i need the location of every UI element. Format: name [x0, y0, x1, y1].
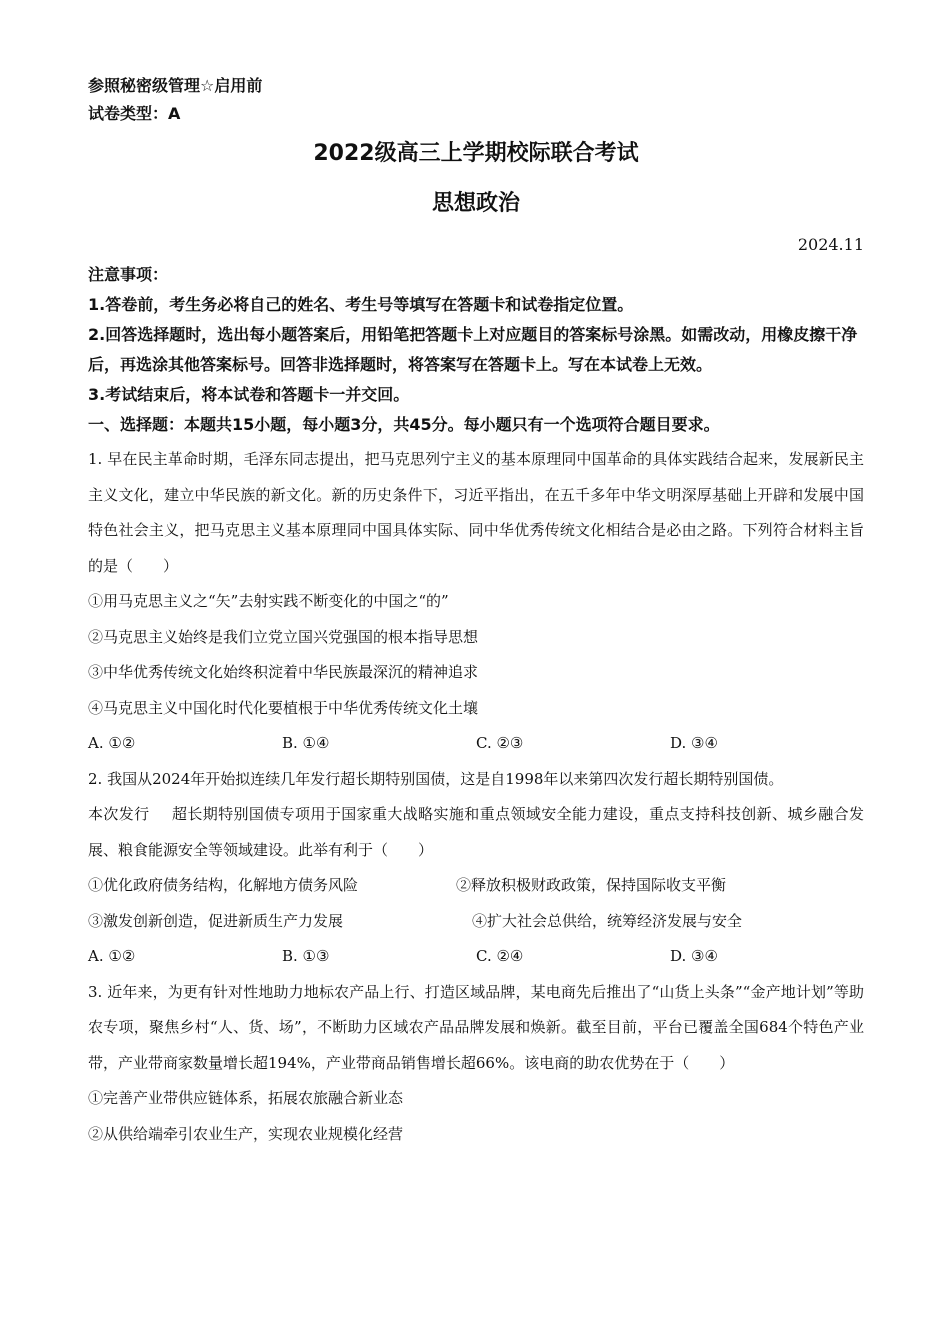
paper-type-label: 试卷类型：A — [88, 104, 181, 123]
option-a[interactable]: A. ①② — [88, 947, 136, 965]
exam-title: 2022级高三上学期校际联合考试 — [313, 141, 639, 166]
option-a[interactable]: A. ①② — [88, 734, 136, 752]
question-1-statement: ②马克思主义始终是我们立党立国兴党强国的根本指导思想 — [88, 627, 479, 646]
notice-heading: 注意事项： — [88, 265, 169, 284]
notice-item: 3.考试结束后，将本试卷和答题卡一并交回。 — [88, 385, 410, 404]
question-2-statement: ③激发创新创造，促进新质生产力发展 — [88, 911, 344, 930]
question-1-statement: ③中华优秀传统文化始终积淀着中华民族最深沉的精神追求 — [88, 663, 479, 681]
question-1-statement: ④马克思主义中国化时代化要植根于中华优秀传统文化土壤 — [88, 698, 479, 717]
question-2-stem-part-a: 本次发行 — [88, 805, 150, 823]
question-2-statement-row — [88, 904, 864, 940]
question-2-statement: ②释放积极财政政策，保持国际收支平衡 — [456, 876, 727, 894]
exam-date: 2024.11 — [797, 235, 864, 254]
option-c[interactable]: C. ②④ — [476, 947, 524, 965]
question-2-statement-row — [88, 868, 864, 904]
option-d[interactable]: D. ③④ — [670, 734, 718, 752]
option-b[interactable]: B. ①④ — [282, 734, 330, 752]
section-heading: 一、选择题：本题共15小题，每小题3分，共45分。每小题只有一个选项符合题目要求。 — [88, 415, 720, 434]
question-3-stem: 3. 近年来，为更有针对性地助力地标农产品上行、打造区域品牌，某电商先后推出了“山货上头条”“金产地计划”等助农专项，聚焦乡村“人、货、场”，不断助力区域农产品品牌发展和焕新。截至目前，平台已覆盖全国684个特色产业带，产业带商家数量增长超194%，产业带商品销售增长超66%。该电商的助农优势在于（ ） — [88, 982, 864, 1072]
question-3-statement: ②从供给端牵引农业生产，实现农业规模化经营 — [88, 1124, 404, 1143]
notice-item: 1.答卷前，考生务必将自己的姓名、考生号等填写在答题卡和试卷指定位置。 — [88, 295, 634, 314]
question-2-statement: ①优化政府债务结构，化解地方债务风险 — [88, 876, 359, 894]
question-2-options — [88, 939, 864, 975]
exam-page — [88, 72, 864, 1152]
subject-title: 思想政治 — [431, 191, 520, 216]
question-1-stem: 1. 早在民主革命时期，毛泽东同志提出，把马克思列宁主义的基本原理同中国革命的具体实践结合起来，发展新民主主义文化，建立中华民族的新文化。新的历史条件下，习近平指出，在五千多年中华文明深厚基础上开辟和发展中国特色社会主义，把马克思主义基本原理同中国具体实际、同中华优秀传统文化相结合是必由之路。下列符合材料主旨的是（ ） — [88, 450, 864, 575]
question-3-statement: ①完善产业带供应链体系，拓展农旅融合新业态 — [88, 1089, 404, 1107]
option-d[interactable]: D. ③④ — [670, 947, 718, 965]
question-2-stem-part-b: 超长期特别国债专项用于国家重大战略实施和重点领域安全能力建设，重点支持科技创新、城乡融合发展、粮食能源安全等领域建设。此举有利于（ ） — [88, 805, 864, 859]
question-2-statement: ④扩大社会总供给，统筹经济发展与安全 — [472, 911, 743, 930]
option-b[interactable]: B. ①③ — [282, 947, 330, 965]
question-2-stem-rest — [88, 797, 864, 868]
question-2-stem — [88, 762, 864, 869]
notice-item: 2.回答选择题时，选出每小题答案后，用铅笔把答题卡上对应题目的答案标号涂黑。如需改动，用橡皮擦干净后，再选涂其他答案标号。回答非选择题时，将答案写在答题卡上。写在本试卷上无效。 — [88, 325, 858, 374]
question-1-statement: ①用马克思主义之“矢”去射实践不断变化的中国之“的” — [88, 592, 449, 610]
option-c[interactable]: C. ②③ — [476, 734, 524, 752]
confidential-label: 参照秘密级管理☆启用前 — [88, 76, 263, 95]
question-1-options — [88, 726, 864, 762]
question-2-stem-line1: 2. 我国从2024年开始拟连续几年发行超长期特别国债，这是自1998年以来第四次发行超长期特别国债。 — [88, 769, 784, 788]
